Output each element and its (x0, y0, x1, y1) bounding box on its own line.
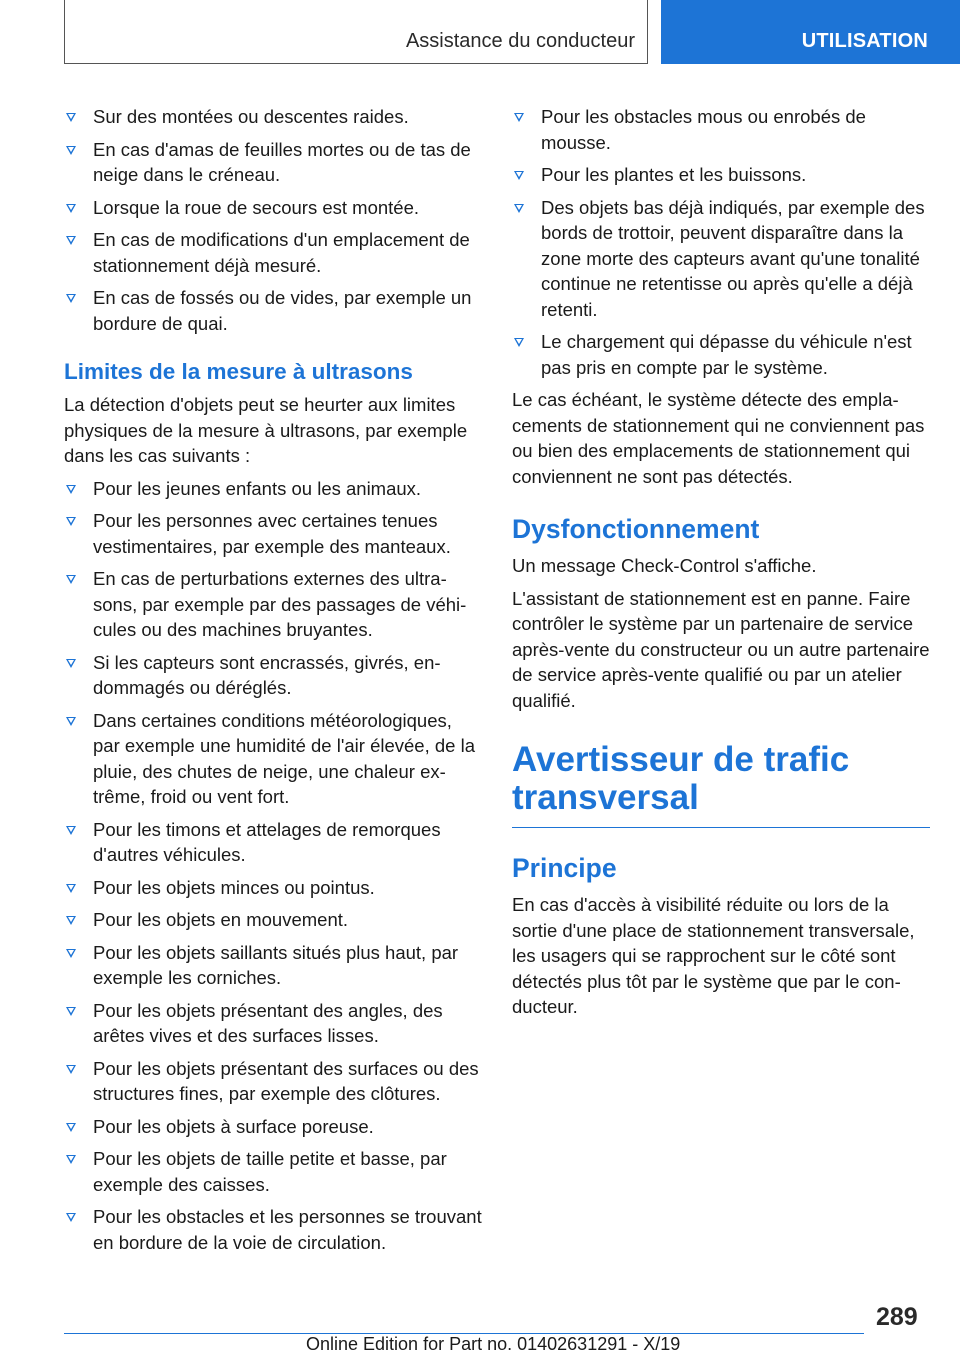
bullet-triangle-icon (66, 485, 76, 494)
list-item-text: Des objets bas déjà indiqués, par exemple des bords de trottoir, peuvent disparaître dans la zone morte des capteurs avant qu'une tonalité continue ne retentisse ou après qu'elle a déjà retenti. (541, 196, 925, 320)
bullet-list-top-right (512, 104, 930, 380)
bullet-triangle-icon (66, 204, 76, 213)
list-item (64, 817, 482, 868)
list-item (64, 104, 482, 130)
list-item (512, 195, 930, 323)
list-item (64, 285, 482, 336)
list-item-text: Pour les jeunes enfants ou les animaux. (93, 477, 422, 499)
bullet-triangle-icon (66, 916, 76, 925)
list-item (64, 650, 482, 701)
bullet-triangle-icon (514, 338, 524, 347)
bullet-triangle-icon (66, 294, 76, 303)
list-item-text: Si les capteurs sont encrassés, givrés, endommagés ou déréglés. (93, 651, 441, 698)
list-item-text: Pour les objets à surface poreuse. (93, 1115, 374, 1137)
list-item-text: Pour les objets saillants situés plus haut, par exemple les corniches. (93, 941, 459, 988)
bullet-triangle-icon (66, 146, 76, 155)
paragraph-limits-intro: La détection d'objets peut se heurter aux limites physiques de la mesure à ultrasons, par exemple dans les cas suivants : (64, 394, 468, 466)
bullet-triangle-icon (66, 113, 76, 122)
list-item (64, 566, 482, 643)
bullet-triangle-icon (66, 1155, 76, 1164)
bullet-triangle-icon (514, 204, 524, 213)
list-item-text: Pour les objets présentant des surfaces ou des structures fines, par exemple des clôtures. (93, 1057, 479, 1104)
bullet-triangle-icon (514, 171, 524, 180)
section-title: Assistance du conducteur (405, 30, 635, 52)
list-item-text: Lorsque la roue de secours est montée. (93, 196, 419, 218)
bullet-list-top-left (64, 104, 482, 336)
page-header (0, 0, 960, 66)
list-item-text: Pour les objets en mouvement. (93, 909, 349, 930)
bullet-triangle-icon (66, 884, 76, 893)
list-item-text: Pour les objets présentant des angles, des arêtes vives et des surfaces lisses. (93, 999, 443, 1046)
paragraph-service: L'assistant de stationnement est en panne. Faire contrôler le système par un partenaire de service après-vente du constructeur ou un autre partenaire de service après-vente qualifié ou par un atelier qualifié. (512, 587, 930, 711)
paragraph-check-control: Un message Check-Control s'affiche. (512, 555, 817, 576)
list-item-text: En cas de modifications d'un emplacement de stationnement déjà mesuré. (93, 229, 470, 276)
list-item-text: En cas d'amas de feuilles mortes ou de tas de neige dans le créneau. (93, 138, 471, 185)
right-column (512, 104, 930, 1027)
heading-malfunction: Dysfonctionnement (512, 514, 760, 544)
list-item (512, 162, 930, 188)
list-item (512, 104, 930, 155)
bullet-triangle-icon (66, 1213, 76, 1222)
list-item (64, 907, 482, 933)
list-item (64, 227, 482, 278)
list-item (64, 476, 482, 502)
paragraph-parking-note: Le cas échéant, le système détecte des emplacements de stationnement qui ne conviennent pas ou bien des emplacements de stationnement qui conviennent ne sont pas détectés. (512, 389, 925, 487)
list-item-text: Sur des montées ou descentes raides. (93, 106, 409, 127)
footer-edition-text: Online Edition for Part no. 01402631291 - X/19 (306, 1334, 681, 1354)
list-item-text: Dans certaines conditions météorologiques, par exemple une humidité de l'air élevée, de la pluie, des chutes de neige, une chaleur extrême, froid ou vent fort. (93, 709, 475, 807)
list-item (64, 1056, 482, 1107)
bullet-triangle-icon (66, 236, 76, 245)
list-item (64, 1114, 482, 1140)
bullet-triangle-icon (66, 826, 76, 835)
list-item (64, 508, 482, 559)
list-item-text: Pour les timons et attelages de remorques d'autres véhicules. (93, 818, 441, 865)
list-item-text: Pour les objets minces ou pointus. (93, 876, 375, 898)
section-title-box (64, 0, 648, 64)
list-item (64, 1204, 482, 1255)
bullet-triangle-icon (66, 1065, 76, 1074)
list-item (64, 708, 482, 810)
list-item-text: Pour les obstacles mous ou enrobés de mousse. (541, 106, 866, 153)
list-item (64, 137, 482, 188)
bullet-triangle-icon (66, 659, 76, 668)
paragraph-principle: En cas d'accès à visibilité réduite ou lors de la sortie d'une place de stationnement transversale, les usagers qui se rapprochent sur le côté sont détectés plus tôt par le système que par le conducteur. (512, 894, 915, 1017)
bullet-triangle-icon (66, 949, 76, 958)
list-item-text: Pour les objets de taille petite et basse, par exemple des caisses. (93, 1148, 447, 1195)
list-item (64, 1146, 482, 1197)
chapter-tab-label: UTILISATION (801, 30, 928, 52)
list-item-text: Pour les obstacles et les personnes se trouvant en bordure de la voie de circulation. (93, 1206, 482, 1253)
bullet-triangle-icon (66, 1123, 76, 1132)
left-column (64, 104, 482, 1262)
bullet-list-limits (64, 476, 482, 1256)
heading-principle: Principe (512, 853, 617, 883)
list-item (512, 329, 930, 380)
heading-ultrasonic-limits: Limites de la mesure à ultrasons (64, 359, 413, 384)
chapter-tab (661, 0, 960, 64)
bullet-triangle-icon (66, 1007, 76, 1016)
heading-cross-traffic-warning: Avertisseur de trafic transversal (512, 741, 930, 828)
list-item (64, 998, 482, 1049)
bullet-triangle-icon (514, 113, 524, 122)
bullet-triangle-icon (66, 575, 76, 584)
list-item-text: Le chargement qui dépasse du véhicule n'est pas pris en compte par le système. (541, 331, 912, 378)
bullet-triangle-icon (66, 717, 76, 726)
list-item-text: Pour les personnes avec certaines tenues vestimentaires, par exemple des manteaux. (93, 510, 451, 557)
list-item (64, 195, 482, 221)
bullet-triangle-icon (66, 517, 76, 526)
page-number: 289 (876, 1303, 918, 1331)
list-item-text: Pour les plantes et les buissons. (541, 164, 807, 185)
list-item-text: En cas de fossés ou de vides, par exemple un bordure de quai. (93, 287, 472, 334)
list-item (64, 875, 482, 901)
list-item-text: En cas de perturbations externes des ultrasons, par exemple par des passages de véhicules ou des machines bruyantes. (93, 568, 467, 640)
list-item (64, 940, 482, 991)
